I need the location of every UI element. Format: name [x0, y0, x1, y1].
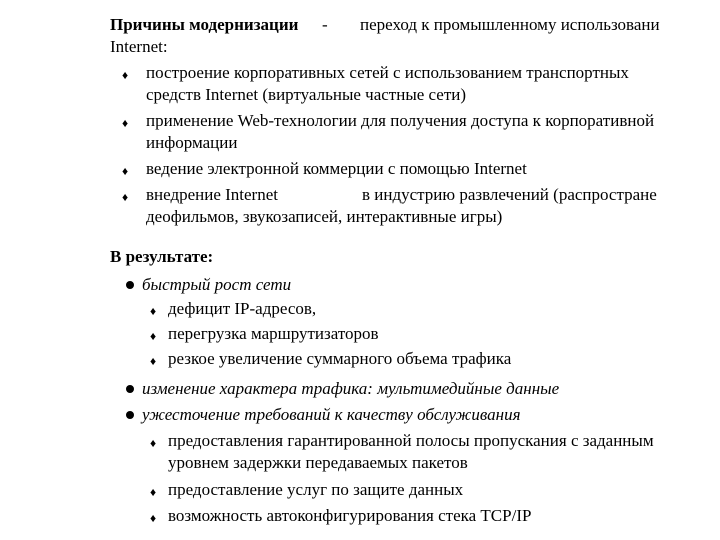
result-1-item-3: резкое увеличение суммарного объема трафика [168, 349, 512, 368]
diamond-bullet-icon: ♦ [122, 68, 129, 82]
intro-text: переход к промышленному использовани [360, 15, 660, 34]
reason-item-4-line1b: в индустрию развлечений (распростране [362, 185, 657, 204]
reason-item-3: ведение электронной коммерции с помощью Internet [146, 159, 527, 178]
result-3-item-1-line1: предоставления гарантированной полосы пропускания с заданным [168, 431, 654, 450]
diamond-bullet-icon: ♦ [150, 304, 157, 318]
diamond-bullet-icon: ♦ [122, 164, 129, 178]
reason-item-2-line1: применение Web-технологии для получения доступа к корпоративной [146, 111, 655, 130]
title-dash: - [322, 15, 328, 34]
diamond-bullet-icon: ♦ [150, 511, 157, 525]
result-heading-1: быстрый рост сети [142, 275, 292, 294]
intro-text-continued: Internet: [110, 37, 168, 56]
round-bullet-icon [126, 281, 134, 289]
result-3-item-1-line2: уровнем задержки передаваемых пакетов [168, 453, 468, 472]
reason-item-1-line1: построение корпоративных сетей с использованием транспортных [146, 63, 629, 82]
round-bullet-icon [126, 411, 134, 419]
diamond-bullet-icon: ♦ [150, 329, 157, 343]
reason-item-2-line2: информации [146, 133, 238, 152]
reason-item-4-line1a: внедрение Internet [146, 185, 278, 204]
result-heading-3: ужесточение требований к качеству обслуживания [142, 405, 521, 424]
result-1-item-2: перегрузка маршрутизаторов [168, 324, 379, 343]
diamond-bullet-icon: ♦ [150, 485, 157, 499]
round-bullet-icon [126, 385, 134, 393]
result-1-item-1: дефицит IP-адресов, [168, 299, 317, 318]
result-heading-2: изменение характера трафика: мультимедийные данные [142, 379, 560, 398]
diamond-bullet-icon: ♦ [122, 190, 129, 204]
diamond-bullet-icon: ♦ [150, 354, 157, 368]
diamond-bullet-icon: ♦ [150, 436, 157, 450]
reason-item-1-line2: средств Internet (виртуальные частные сети) [146, 85, 467, 104]
result-3-item-2: предоставление услуг по защите данных [168, 480, 464, 499]
reason-item-4-line2: деофильмов, звукозаписей, интерактивные игры) [146, 207, 503, 226]
section-title-reasons: Причины модернизации [110, 15, 299, 34]
section-title-results: В результате: [110, 247, 214, 266]
result-3-item-3: возможность автоконфигурирования стека TCP/IP [168, 506, 532, 525]
diamond-bullet-icon: ♦ [122, 116, 129, 130]
